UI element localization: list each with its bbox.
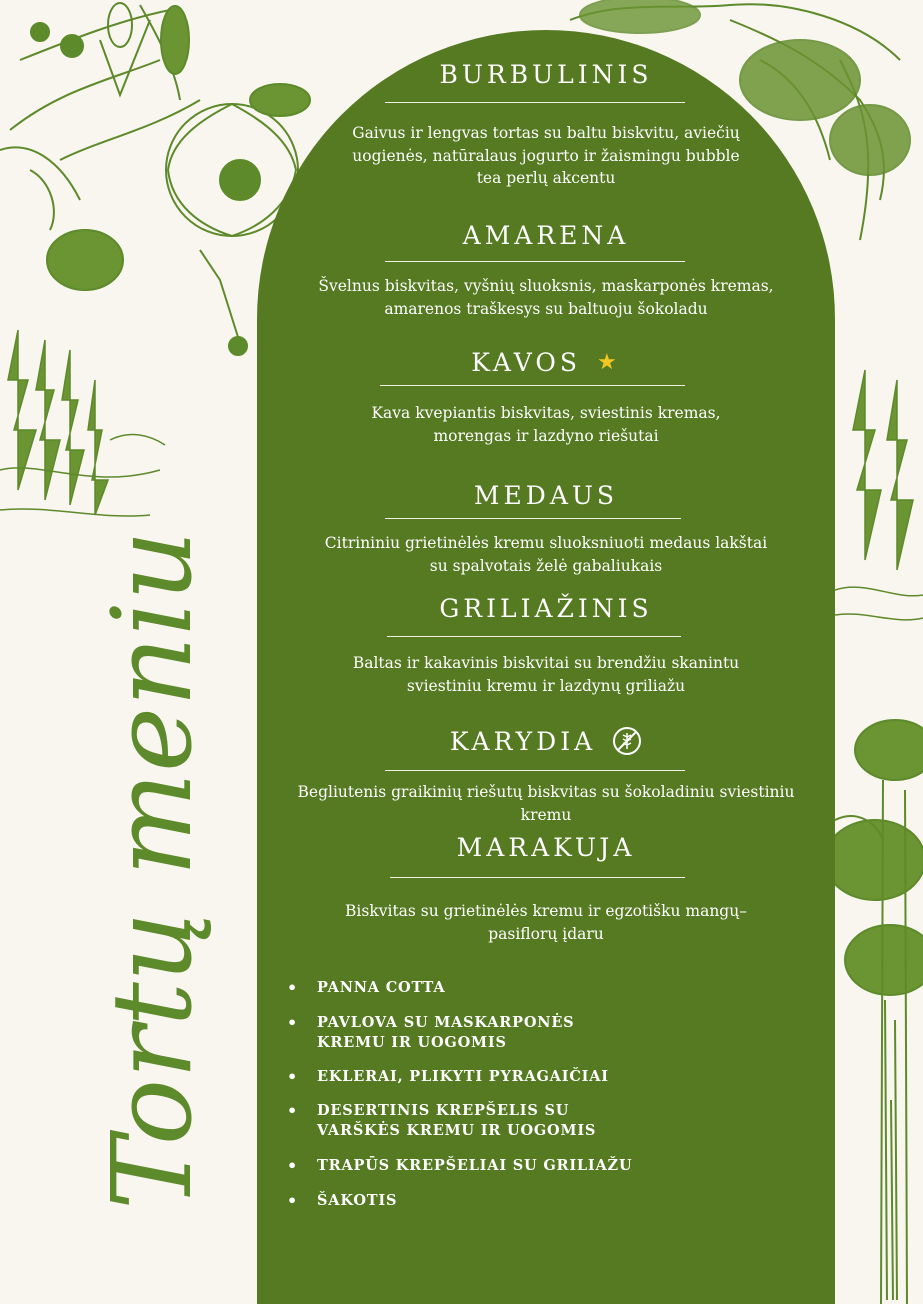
list-item: • TRAPŪS KREPŠELIAI SU GRILIAŽU <box>287 1156 647 1176</box>
menu-item-title: BURBULINIS <box>439 60 653 89</box>
tree-bottom-right-illustration <box>835 700 923 1304</box>
menu-item-description: Kava kvepiantis biskvitas, sviestinis kremas, morengas ir lazdyno riešutai <box>371 404 721 445</box>
star-icon: ★ <box>596 350 621 375</box>
menu-item-title: MARAKUJA <box>456 833 636 862</box>
menu-item-description: Gaivus ir lengvas tortas su baltu biskvitu, aviečių uogienės, natūralaus jogurto ir žaismingu bubble tea perlų akcentu <box>352 124 740 187</box>
vertical-title: Tortų meniu <box>88 530 216 1210</box>
list-item: • PANNA COTTA <box>287 978 647 998</box>
menu-item-title: GRILIAŽINIS <box>439 594 653 623</box>
divider <box>390 877 685 878</box>
forest-left-illustration <box>0 320 170 530</box>
menu-item-kavos <box>257 348 835 377</box>
menu-item-description: Biskvitas su grietinėlės kremu ir egzotišku mangų– pasiflorų įdaru <box>345 902 747 943</box>
menu-item-karydia <box>257 726 835 756</box>
list-item: • ŠAKOTIS <box>287 1191 647 1211</box>
script-title <box>40 520 260 1230</box>
divider <box>385 102 685 103</box>
menu-item-amarena <box>257 221 835 250</box>
menu-item-medaus <box>257 481 835 510</box>
divider <box>385 518 681 519</box>
menu-item-title: AMARENA <box>462 221 630 250</box>
gluten-free-icon <box>612 726 642 756</box>
menu-item-description: Švelnus biskvitas, vyšnių sluoksnis, maskarponės kremas, amarenos traškesys su baltuoju šokoladu <box>318 277 774 318</box>
menu-item-description: Citrininiu grietinėlės kremu sluoksniuoti medaus lakštai su spalvotais želė gabaliukais <box>324 534 768 575</box>
menu-item-marakuja <box>257 833 835 862</box>
menu-item-griliazinis <box>257 594 835 623</box>
divider <box>385 261 685 262</box>
divider <box>387 636 681 637</box>
list-item: • EKLERAI, PLIKYTI PYRAGAIČIAI <box>287 1067 647 1087</box>
divider <box>385 770 685 771</box>
menu-item-description: Begliutenis graikinių riešutų biskvitas su šokoladiniu sviestiniu kremu <box>297 783 795 824</box>
divider <box>380 385 685 386</box>
list-item: • PAVLOVA SU MASKARPONĖS KREMU IR UOGOMIS <box>287 1013 647 1053</box>
forest-right-illustration <box>835 360 923 630</box>
menu-item-description: Baltas ir kakavinis biskvitai su brendžiu skanintu sviestiniu kremu ir lazdynų griliažu <box>352 654 740 695</box>
menu-item-title: KARYDIA <box>449 726 597 756</box>
menu-item-title: MEDAUS <box>473 481 619 510</box>
list-item: • DESERTINIS KREPŠELIS SU VARŠKĖS KREMU IR UOGOMIS <box>287 1101 647 1141</box>
menu-item-title: KAVOS <box>471 348 581 377</box>
menu-item-burbulinis <box>257 60 835 89</box>
extras-list <box>287 978 647 1211</box>
